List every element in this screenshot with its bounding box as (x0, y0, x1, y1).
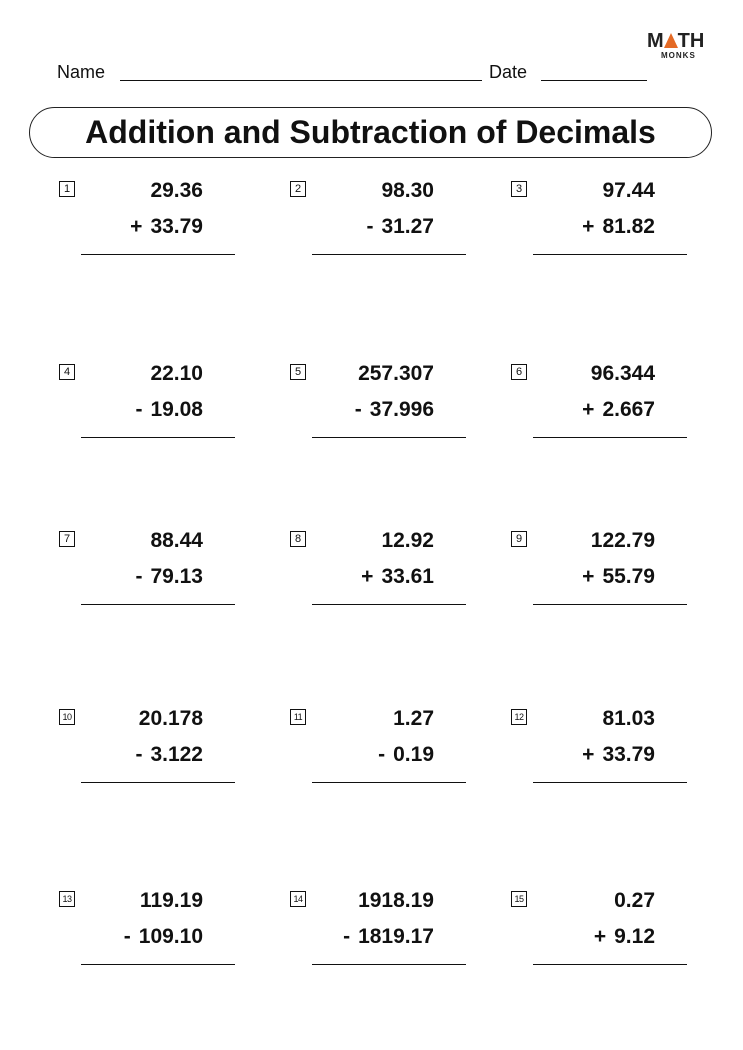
operator: - (135, 398, 143, 421)
answer-line[interactable] (312, 964, 466, 965)
problem-9 (511, 531, 691, 621)
bottom-operand-row (343, 925, 434, 949)
problem-number: 10 (59, 709, 75, 725)
bottom-operand: 109.10 (138, 925, 203, 948)
answer-line[interactable] (533, 782, 687, 783)
answer-line[interactable] (81, 782, 235, 783)
bottom-operand-row (378, 743, 434, 767)
problem-number: 4 (59, 364, 75, 380)
bottom-operand: 37.996 (369, 398, 434, 421)
bottom-operand: 19.08 (150, 398, 203, 421)
bottom-operand: 31.27 (381, 215, 434, 238)
problem-number: 12 (511, 709, 527, 725)
answer-line[interactable] (312, 254, 466, 255)
operator: - (135, 743, 143, 766)
bottom-operand: 2.667 (602, 398, 655, 421)
logo-subtitle: MONKS (661, 51, 696, 60)
top-operand: 1.27 (393, 707, 434, 730)
top-operand: 122.79 (590, 529, 655, 552)
problem-number: 9 (511, 531, 527, 547)
top-operand: 88.44 (150, 529, 203, 552)
top-operand: 1918.19 (358, 889, 434, 912)
problem-3 (511, 181, 691, 271)
operator: + (582, 398, 595, 421)
answer-line[interactable] (312, 604, 466, 605)
problem-11 (290, 709, 470, 799)
top-operand: 119.19 (139, 889, 203, 912)
problem-12 (511, 709, 691, 799)
operator: - (378, 743, 386, 766)
problem-number: 7 (59, 531, 75, 547)
top-operand: 20.178 (138, 707, 203, 730)
answer-line[interactable] (312, 782, 466, 783)
top-operand: 29.36 (150, 179, 203, 202)
bottom-operand-row (135, 565, 203, 589)
bottom-operand: 81.82 (602, 215, 655, 238)
answer-line[interactable] (533, 604, 687, 605)
problem-7 (59, 531, 239, 621)
problem-number: 13 (59, 891, 75, 907)
bottom-operand-row (124, 925, 203, 949)
math-monks-logo (647, 30, 709, 60)
operator: - (343, 925, 351, 948)
name-field-line[interactable] (120, 80, 482, 81)
problem-15 (511, 891, 691, 981)
date-field-line[interactable] (541, 80, 647, 81)
logo-triangle-icon (664, 33, 678, 48)
answer-line[interactable] (312, 437, 466, 438)
operator: - (366, 215, 374, 238)
bottom-operand: 3.122 (150, 743, 203, 766)
problem-2 (290, 181, 470, 271)
bottom-operand-row (582, 743, 655, 767)
answer-line[interactable] (533, 437, 687, 438)
problem-number: 1 (59, 181, 75, 197)
problem-number: 11 (290, 709, 306, 725)
problem-5 (290, 364, 470, 454)
answer-line[interactable] (81, 254, 235, 255)
answer-line[interactable] (81, 437, 235, 438)
bottom-operand: 1819.17 (358, 925, 434, 948)
answer-line[interactable] (533, 964, 687, 965)
bottom-operand: 9.12 (614, 925, 655, 948)
date-label: Date (489, 62, 528, 82)
bottom-operand: 33.61 (381, 565, 434, 588)
bottom-operand: 33.79 (150, 215, 203, 238)
operator: + (582, 743, 595, 766)
problem-8 (290, 531, 470, 621)
bottom-operand: 0.19 (393, 743, 434, 766)
problem-number: 5 (290, 364, 306, 380)
problem-number: 6 (511, 364, 527, 380)
problem-10 (59, 709, 239, 799)
problem-1 (59, 181, 239, 271)
problem-number: 2 (290, 181, 306, 197)
worksheet-title: Addition and Subtraction of Decimals (29, 107, 712, 158)
operator: + (361, 565, 374, 588)
answer-line[interactable] (81, 604, 235, 605)
top-operand: 81.03 (602, 707, 655, 730)
top-operand: 98.30 (381, 179, 434, 202)
problem-number: 3 (511, 181, 527, 197)
bottom-operand: 79.13 (150, 565, 203, 588)
operator: - (354, 398, 362, 421)
bottom-operand-row (594, 925, 655, 949)
operator: + (593, 925, 607, 948)
problem-number: 15 (511, 891, 527, 907)
top-operand: 97.44 (602, 179, 655, 202)
bottom-operand-row (135, 398, 203, 422)
top-operand: 22.10 (150, 362, 203, 385)
name-label: Name (57, 62, 106, 82)
bottom-operand: 55.79 (602, 565, 655, 588)
bottom-operand-row (582, 398, 655, 422)
bottom-operand-row (361, 565, 434, 589)
bottom-operand: 33.79 (602, 743, 655, 766)
top-operand: 96.344 (590, 362, 655, 385)
bottom-operand-row (135, 743, 203, 767)
bottom-operand-row (355, 398, 434, 422)
bottom-operand-row (366, 215, 434, 239)
bottom-operand-row (582, 215, 655, 239)
problem-4 (59, 364, 239, 454)
top-operand: 12.92 (381, 529, 434, 552)
bottom-operand-row (582, 565, 655, 589)
top-operand: 0.27 (614, 889, 655, 912)
problem-number: 14 (290, 891, 306, 907)
answer-line[interactable] (81, 964, 235, 965)
operator: - (123, 925, 131, 948)
problem-6 (511, 364, 691, 454)
answer-line[interactable] (533, 254, 687, 255)
bottom-operand-row (130, 215, 203, 239)
operator: - (135, 565, 143, 588)
problem-14 (290, 891, 470, 981)
operator: + (582, 565, 595, 588)
logo-wordmark: M TH (647, 30, 705, 52)
problem-13 (59, 891, 239, 981)
operator: + (130, 215, 143, 238)
top-operand: 257.307 (358, 362, 434, 385)
operator: + (582, 215, 595, 238)
problem-number: 8 (290, 531, 306, 547)
